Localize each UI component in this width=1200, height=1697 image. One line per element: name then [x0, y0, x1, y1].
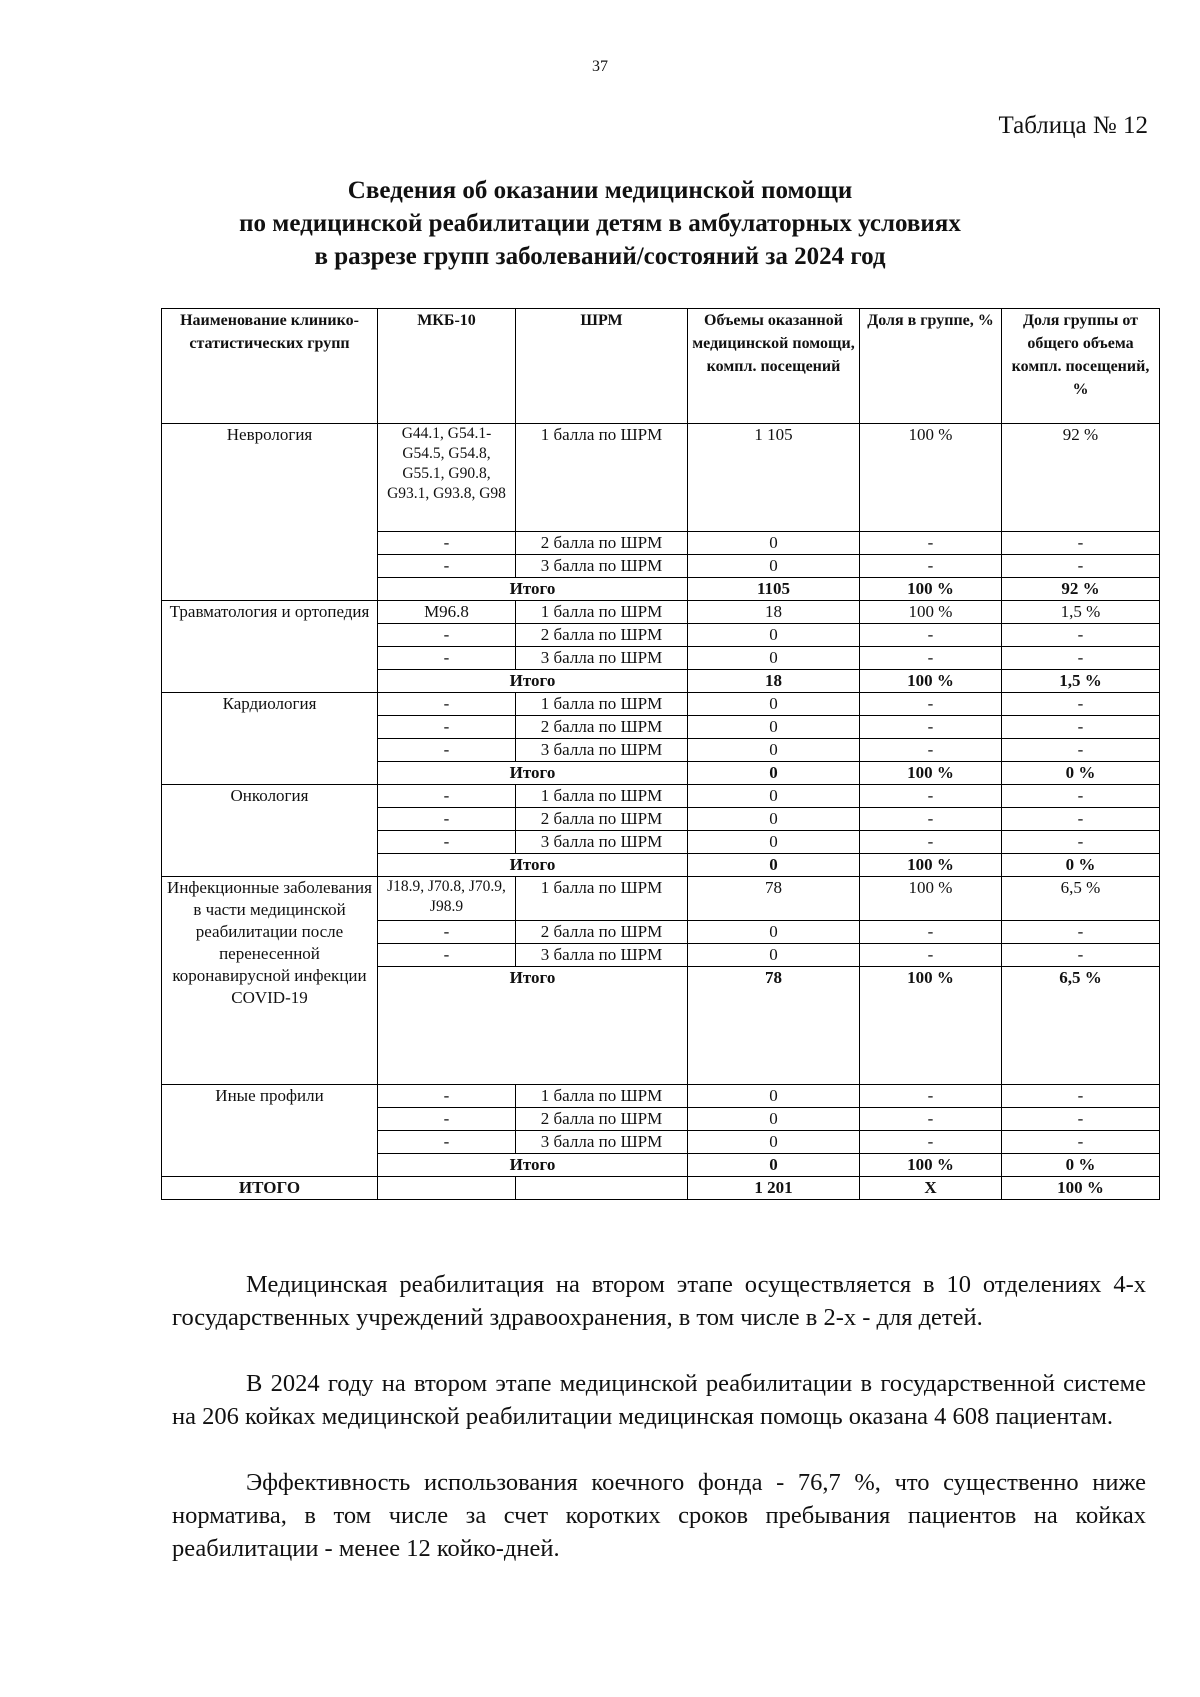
- share-of-total-cell: 1,5 %: [1002, 670, 1160, 693]
- mkb-cell: -: [378, 1131, 516, 1154]
- share-in-group-cell: 100 %: [860, 1154, 1002, 1177]
- shrm-cell: 3 балла по ШРМ: [516, 1131, 688, 1154]
- share-in-group-cell: -: [860, 785, 1002, 808]
- share-in-group-cell: -: [860, 739, 1002, 762]
- volume-cell: 0: [688, 647, 860, 670]
- mkb-cell: -: [378, 555, 516, 578]
- volume-cell: 0: [688, 785, 860, 808]
- header-row: [162, 309, 1160, 424]
- share-in-group-cell: 100 %: [860, 877, 1002, 921]
- shrm-cell: 1 балла по ШРМ: [516, 601, 688, 624]
- shrm-cell: [516, 1177, 688, 1200]
- share-in-group-cell: -: [860, 555, 1002, 578]
- mkb-cell: -: [378, 1108, 516, 1131]
- table-row: [162, 877, 1160, 921]
- volume-cell: 0: [688, 1154, 860, 1177]
- share-of-total-cell: -: [1002, 693, 1160, 716]
- header-cell: Наименование клинико-статистических групп: [162, 309, 378, 424]
- shrm-cell: 2 балла по ШРМ: [516, 716, 688, 739]
- share-of-total-cell: -: [1002, 624, 1160, 647]
- mkb-cell: -: [378, 944, 516, 967]
- total-label-cell: Итого: [378, 578, 688, 601]
- share-in-group-cell: -: [860, 532, 1002, 555]
- share-of-total-cell: -: [1002, 944, 1160, 967]
- share-in-group-cell: -: [860, 693, 1002, 716]
- volume-cell: 0: [688, 716, 860, 739]
- volume-cell: 0: [688, 854, 860, 877]
- volume-cell: 1 201: [688, 1177, 860, 1200]
- share-in-group-cell: 100 %: [860, 578, 1002, 601]
- mkb-cell: -: [378, 808, 516, 831]
- volume-cell: 0: [688, 1131, 860, 1154]
- share-of-total-cell: -: [1002, 1131, 1160, 1154]
- shrm-cell: 1 балла по ШРМ: [516, 693, 688, 716]
- shrm-cell: 1 балла по ШРМ: [516, 1085, 688, 1108]
- mkb-cell: -: [378, 716, 516, 739]
- mkb-cell: -: [378, 831, 516, 854]
- share-of-total-cell: 0 %: [1002, 762, 1160, 785]
- share-of-total-cell: -: [1002, 1085, 1160, 1108]
- mkb-cell: [378, 1177, 516, 1200]
- share-of-total-cell: 0 %: [1002, 1154, 1160, 1177]
- group-name-cell: Онкология: [162, 785, 378, 877]
- grand-total-row: [162, 1177, 1160, 1200]
- total-label-cell: Итого: [378, 670, 688, 693]
- volume-cell: 18: [688, 670, 860, 693]
- table-row: [162, 693, 1160, 716]
- header-cell: ШРМ: [516, 309, 688, 424]
- volume-cell: 0: [688, 1085, 860, 1108]
- group-name-cell: Травматология и ортопедия: [162, 601, 378, 693]
- volume-cell: 1 105: [688, 424, 860, 532]
- table-label: Таблица № 12: [998, 112, 1148, 139]
- total-label-cell: Итого: [378, 1154, 688, 1177]
- share-in-group-cell: -: [860, 921, 1002, 944]
- share-of-total-cell: 92 %: [1002, 578, 1160, 601]
- group-name-cell: Кардиология: [162, 693, 378, 785]
- share-in-group-cell: -: [860, 1085, 1002, 1108]
- total-label-cell: Итого: [378, 762, 688, 785]
- mkb-cell: -: [378, 921, 516, 944]
- mkb-cell: G44.1, G54.1-G54.5, G54.8, G55.1, G90.8, G93.1, G93.8, G98: [378, 424, 516, 532]
- grand-total-label: ИТОГО: [162, 1177, 378, 1200]
- table-row: [162, 424, 1160, 532]
- shrm-cell: 2 балла по ШРМ: [516, 532, 688, 555]
- document-title: [200, 174, 1000, 273]
- header-cell: МКБ-10: [378, 309, 516, 424]
- share-in-group-cell: -: [860, 716, 1002, 739]
- volume-cell: 0: [688, 1108, 860, 1131]
- mkb-cell: -: [378, 739, 516, 762]
- shrm-cell: 3 балла по ШРМ: [516, 555, 688, 578]
- page-number: 37: [592, 58, 608, 75]
- volume-cell: 1105: [688, 578, 860, 601]
- header-cell: Доля группы от общего объема компл. посещений, %: [1002, 309, 1160, 424]
- volume-cell: 18: [688, 601, 860, 624]
- table-row: [162, 785, 1160, 808]
- share-in-group-cell: -: [860, 1131, 1002, 1154]
- table-row: [162, 601, 1160, 624]
- share-of-total-cell: -: [1002, 921, 1160, 944]
- share-in-group-cell: -: [860, 831, 1002, 854]
- title-line: по медицинской реабилитации детям в амбулаторных условиях: [239, 210, 961, 237]
- share-of-total-cell: -: [1002, 716, 1160, 739]
- rehabilitation-table: [161, 308, 1160, 1200]
- volume-cell: 0: [688, 808, 860, 831]
- share-of-total-cell: -: [1002, 647, 1160, 670]
- group-name-cell: Инфекционные заболевания в части медицинской реабилитации после перенесенной коронавирусной инфекции COVID-19: [162, 877, 378, 1085]
- volume-cell: 0: [688, 739, 860, 762]
- volume-cell: 0: [688, 831, 860, 854]
- share-in-group-cell: 100 %: [860, 854, 1002, 877]
- share-in-group-cell: -: [860, 944, 1002, 967]
- mkb-cell: J18.9, J70.8, J70.9, J98.9: [378, 877, 516, 921]
- share-in-group-cell: -: [860, 624, 1002, 647]
- group-name-cell: Иные профили: [162, 1085, 378, 1177]
- shrm-cell: 2 балла по ШРМ: [516, 921, 688, 944]
- share-of-total-cell: -: [1002, 739, 1160, 762]
- share-in-group-cell: 100 %: [860, 967, 1002, 1085]
- volume-cell: 0: [688, 944, 860, 967]
- volume-cell: 0: [688, 555, 860, 578]
- total-label-cell: Итого: [378, 967, 688, 1085]
- share-in-group-cell: -: [860, 1108, 1002, 1131]
- body-paragraph: В 2024 году на втором этапе медицинской реабилитации в государственной системе на 206 койках медицинской реабилитации медицинская помощь оказана 4 608 пациентам.: [172, 1370, 1146, 1430]
- shrm-cell: 3 балла по ШРМ: [516, 944, 688, 967]
- share-of-total-cell: -: [1002, 785, 1160, 808]
- title-line: Сведения об оказании медицинской помощи: [347, 177, 853, 204]
- shrm-cell: 2 балла по ШРМ: [516, 808, 688, 831]
- share-of-total-cell: 6,5 %: [1002, 967, 1160, 1085]
- shrm-cell: 2 балла по ШРМ: [516, 1108, 688, 1131]
- shrm-cell: 1 балла по ШРМ: [516, 785, 688, 808]
- group-name-cell: Неврология: [162, 424, 378, 601]
- volume-cell: 78: [688, 967, 860, 1085]
- mkb-cell: -: [378, 1085, 516, 1108]
- mkb-cell: -: [378, 532, 516, 555]
- share-of-total-cell: 6,5 %: [1002, 877, 1160, 921]
- share-in-group-cell: Х: [860, 1177, 1002, 1200]
- header-cell: Доля в группе, %: [860, 309, 1002, 424]
- volume-cell: 0: [688, 921, 860, 944]
- share-in-group-cell: 100 %: [860, 762, 1002, 785]
- share-in-group-cell: 100 %: [860, 670, 1002, 693]
- share-of-total-cell: -: [1002, 1108, 1160, 1131]
- share-of-total-cell: -: [1002, 532, 1160, 555]
- volume-cell: 0: [688, 693, 860, 716]
- share-of-total-cell: 100 %: [1002, 1177, 1160, 1200]
- mkb-cell: -: [378, 624, 516, 647]
- shrm-cell: 3 балла по ШРМ: [516, 739, 688, 762]
- share-in-group-cell: 100 %: [860, 601, 1002, 624]
- share-of-total-cell: 0 %: [1002, 854, 1160, 877]
- share-in-group-cell: -: [860, 647, 1002, 670]
- mkb-cell: -: [378, 785, 516, 808]
- body-paragraph: Эффективность использования коечного фонда - 76,7 %, что существенно ниже норматива, в том числе за счет коротких сроков пребывания пациентов на койках реабилитации - менее 12 койко-дней.: [172, 1469, 1146, 1562]
- mkb-cell: -: [378, 693, 516, 716]
- total-label-cell: Итого: [378, 854, 688, 877]
- volume-cell: 0: [688, 762, 860, 785]
- share-of-total-cell: -: [1002, 808, 1160, 831]
- share-of-total-cell: -: [1002, 555, 1160, 578]
- share-in-group-cell: -: [860, 808, 1002, 831]
- mkb-cell: -: [378, 647, 516, 670]
- shrm-cell: 1 балла по ШРМ: [516, 877, 688, 921]
- header-cell: Объемы оказанной медицинской помощи, компл. посещений: [688, 309, 860, 424]
- shrm-cell: 3 балла по ШРМ: [516, 831, 688, 854]
- shrm-cell: 3 балла по ШРМ: [516, 647, 688, 670]
- share-of-total-cell: 1,5 %: [1002, 601, 1160, 624]
- shrm-cell: 2 балла по ШРМ: [516, 624, 688, 647]
- table-row: [162, 1085, 1160, 1108]
- share-in-group-cell: 100 %: [860, 424, 1002, 532]
- share-of-total-cell: 92 %: [1002, 424, 1160, 532]
- volume-cell: 0: [688, 624, 860, 647]
- mkb-cell: M96.8: [378, 601, 516, 624]
- body-paragraph: Медицинская реабилитация на втором этапе осуществляется в 10 отделениях 4-х государственных учреждений здравоохранения, в том числе в 2-х - для детей.: [172, 1271, 1146, 1331]
- share-of-total-cell: -: [1002, 831, 1160, 854]
- title-line: в разрезе групп заболеваний/состояний за 2024 год: [314, 243, 886, 270]
- volume-cell: 0: [688, 532, 860, 555]
- shrm-cell: 1 балла по ШРМ: [516, 424, 688, 532]
- volume-cell: 78: [688, 877, 860, 921]
